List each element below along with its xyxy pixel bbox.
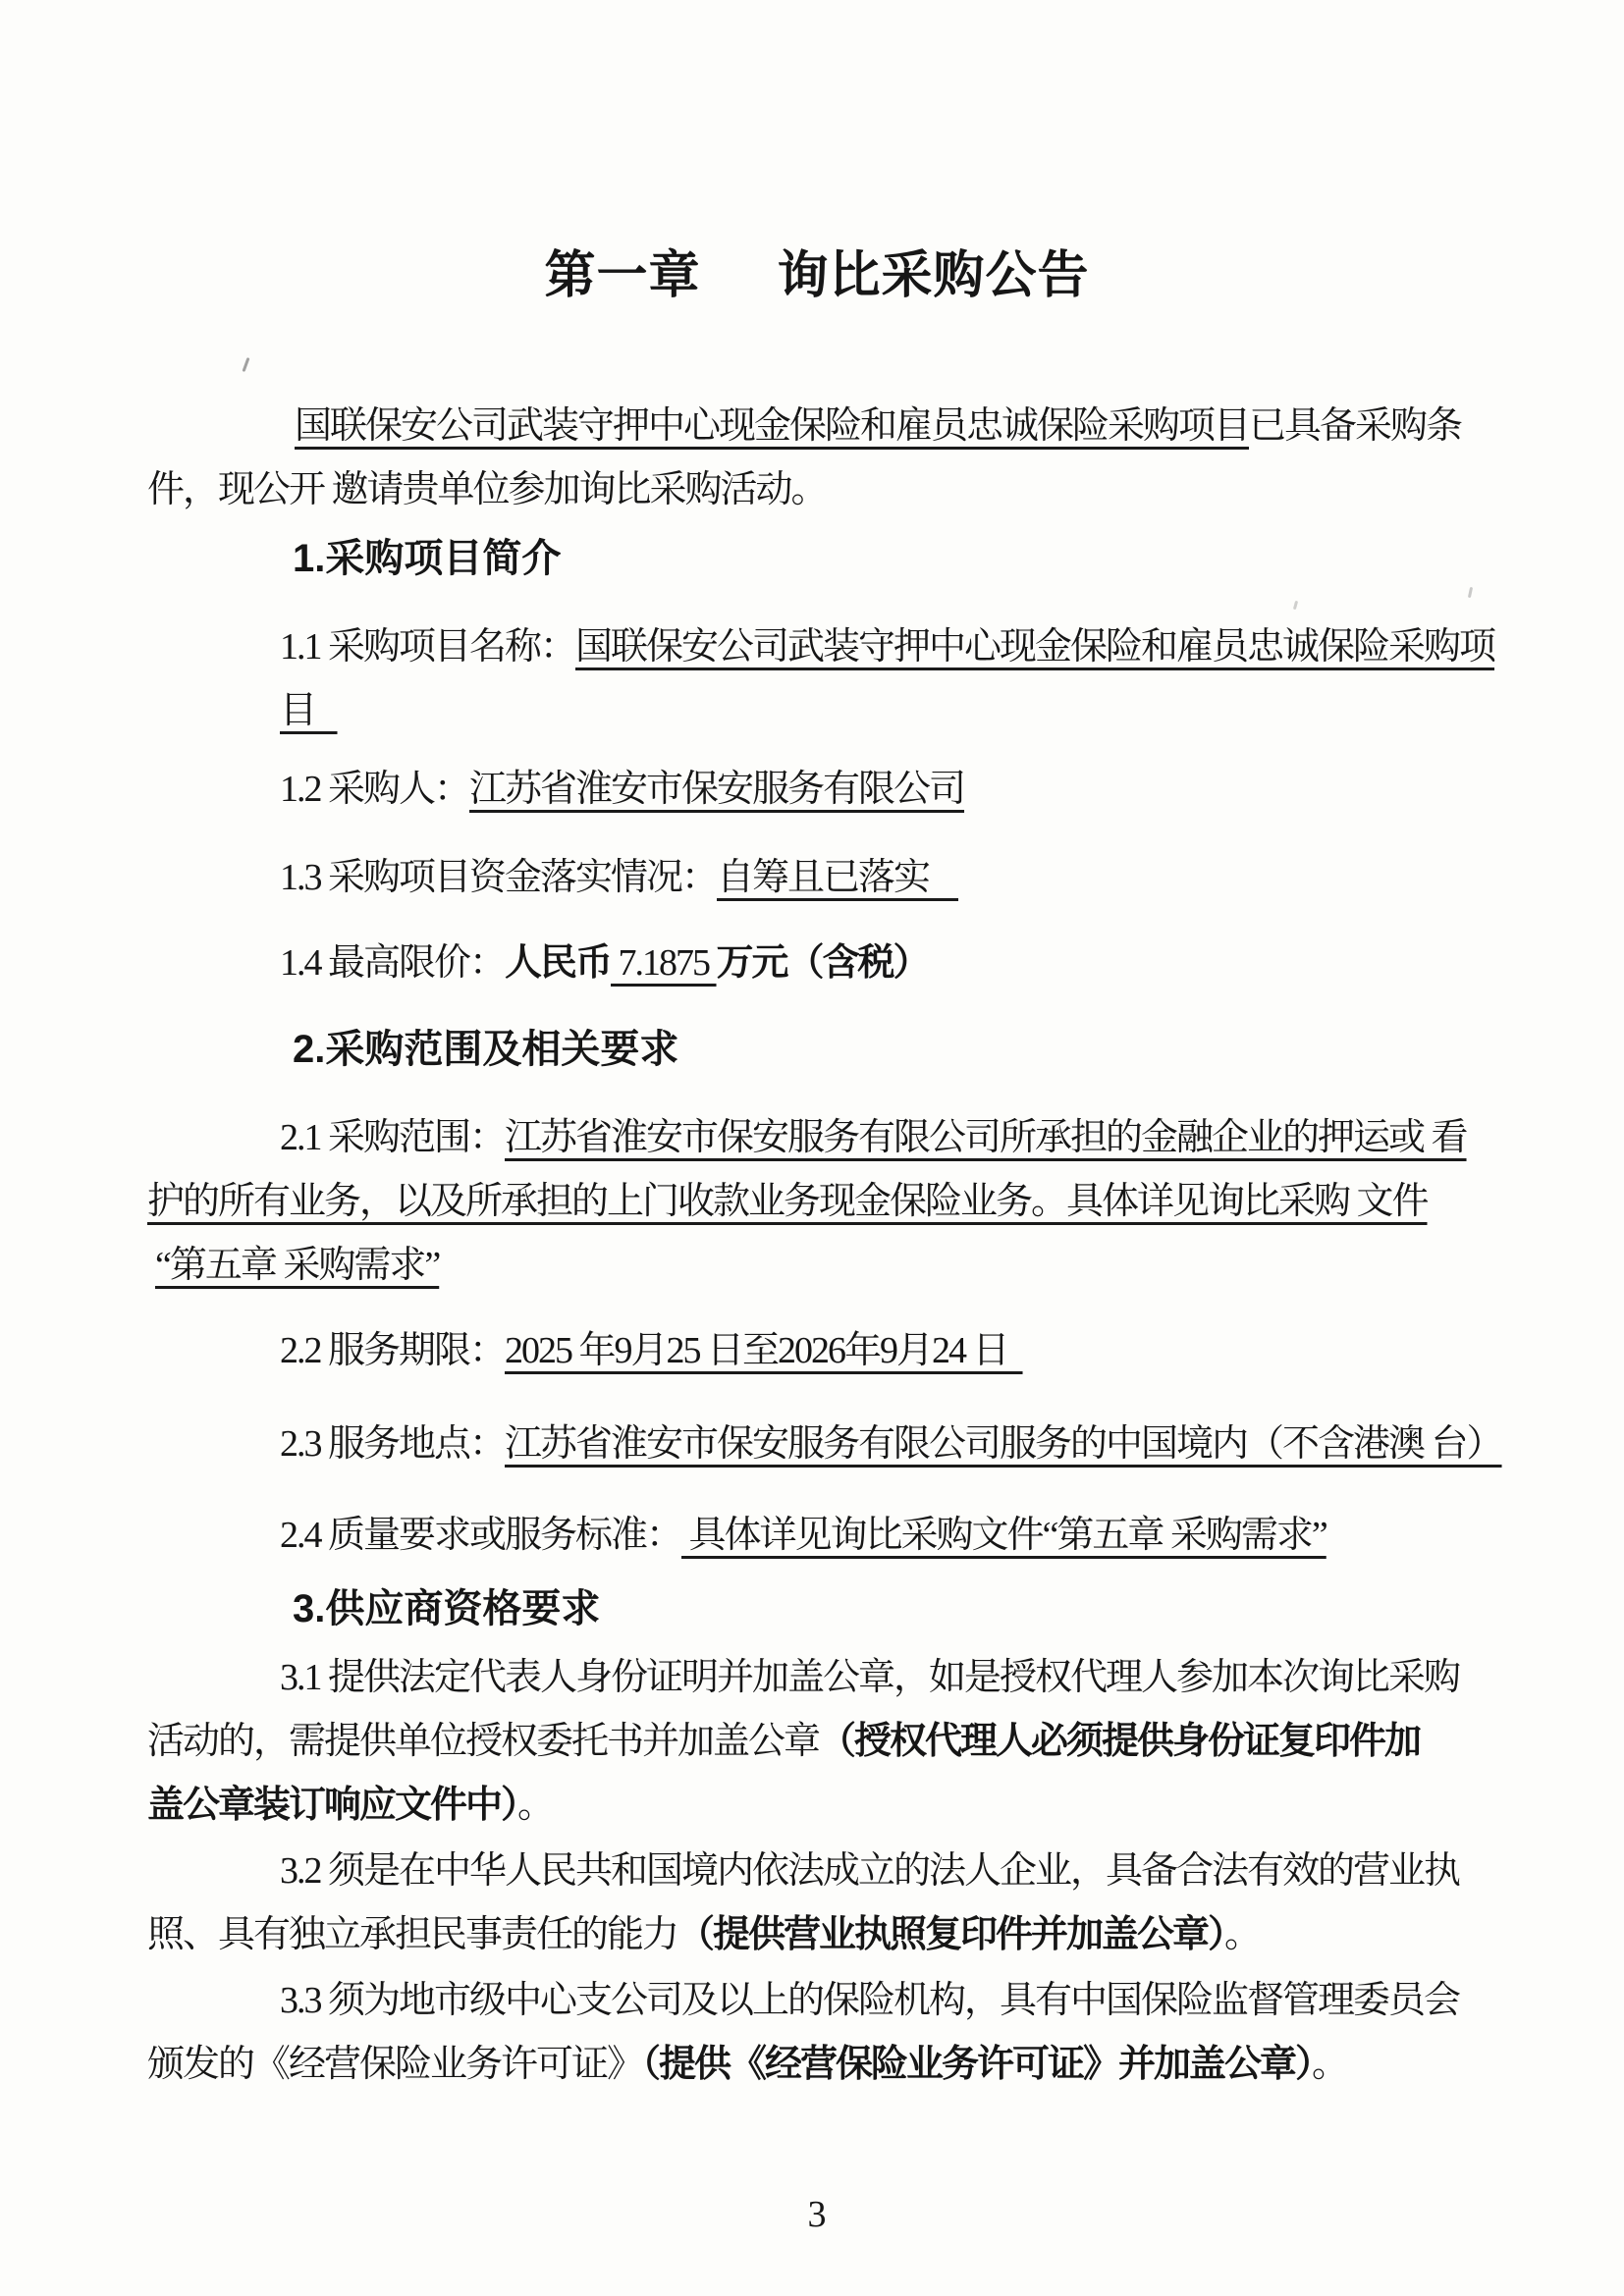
section-2-heading-text: 2.采购范围及相关要求 [293, 1028, 679, 1071]
item-3-2-bold-note: （提供营业执照复印件并加盖公章） [677, 1914, 1225, 1955]
item-2-1-line-2 [147, 1170, 1487, 1234]
section-1-heading [147, 527, 1487, 591]
item-2-2-label: 2.2 服务期限： [280, 1330, 506, 1371]
item-2-1-line-1 [147, 1106, 1487, 1170]
item-2-2 [147, 1319, 1487, 1383]
item-1-4-label: 1.4 最高限价： [280, 942, 506, 984]
section-1-heading-text: 1.采购项目简介 [293, 537, 562, 580]
item-3-1-line-1 [147, 1646, 1487, 1710]
item-2-1-value: 江苏省淮安市保安服务有限公司所承担的金融企业的押运或 看 [505, 1117, 1467, 1158]
item-3-3-text: 3.3 须为地市级中心支公司及以上的保险机构，具有中国保险监督管理委员会 [280, 1980, 1460, 2021]
chapter-title [147, 240, 1487, 311]
item-2-1-label: 2.1 采购范围： [280, 1117, 506, 1158]
item-3-3-line-1 [147, 1969, 1487, 2033]
item-1-2 [147, 758, 1487, 822]
scan-artifact [1293, 601, 1298, 610]
item-2-1-line-3 [147, 1234, 1487, 1298]
item-1-2-value: 江苏省淮安市保安服务有限公司 [469, 769, 965, 810]
intro-line1-rest: 已具备采购条 [1249, 405, 1462, 447]
item-3-1-bold-note-cont: 盖公章装订响应文件中） [147, 1785, 518, 1826]
item-3-3-line-2 [147, 2033, 1487, 2097]
item-1-3 [147, 846, 1487, 910]
item-1-4 [147, 932, 1487, 995]
item-3-3-bold-note: （提供《经营保险业务许可证》并加盖公章） [642, 2044, 1313, 2085]
item-1-4-amount: 7.1875 [611, 942, 717, 984]
item-2-3 [147, 1413, 1502, 1476]
intro-line-1 [147, 395, 1487, 458]
scan-artifact [243, 357, 250, 372]
intro-line-2 [147, 458, 1487, 522]
item-1-1-value-cont: 目 [280, 690, 338, 731]
item-3-2-text: 3.2 须是在中华人民共和国境内依法成立的法人企业，具备合法有效的营业执 [280, 1850, 1460, 1892]
page-number: 3 [807, 2194, 827, 2235]
item-1-3-value: 自筹且已落实 [717, 857, 959, 898]
item-1-1-line-2 [147, 679, 1487, 743]
item-1-1-label: 1.1 采购项目名称： [280, 626, 576, 667]
item-3-1-line-3 [147, 1774, 1487, 1838]
item-1-4-currency: 人民币 [505, 942, 612, 984]
section-3-heading [147, 1577, 1487, 1641]
item-2-3-value: 江苏省淮安市保安服务有限公司服务的中国境内（不含港澳 台） [505, 1423, 1502, 1465]
item-3-3-text-cont: 颁发的《经营保险业务许可证》 [147, 2044, 643, 2085]
intro-line2-text: 件，现公开 邀请贵单位参加询比采购活动。 [147, 469, 827, 510]
item-3-1-line-2 [147, 1710, 1487, 1774]
chapter-number: 第一章 [544, 247, 701, 304]
item-3-3-period: 。 [1312, 2044, 1348, 2085]
item-3-1-text-cont: 活动的，需提供单位授权委托书并加盖公章 [147, 1721, 820, 1762]
item-1-3-label: 1.3 采购项目资金落实情况： [280, 857, 718, 898]
item-2-4-value: 具体详见询比采购文件“第五章 采购需求” [681, 1515, 1326, 1556]
item-3-2-text-cont: 照、具有独立承担民事责任的能力 [147, 1914, 678, 1955]
item-2-1-value-cont: 护的所有业务，以及所承担的上门收款业务现金保险业务。具体详见询比采购 文件 [147, 1181, 1428, 1222]
item-2-3-label: 2.3 服务地点： [280, 1423, 506, 1465]
chapter-subject: 询比采购公告 [777, 247, 1090, 304]
intro-project-name: 国联保安公司武装守押中心现金保险和雇员忠诚保险采购项目 [295, 405, 1250, 447]
item-1-2-label: 1.2 采购人： [280, 769, 470, 810]
item-2-4-label: 2.4 质量要求或服务标准： [280, 1515, 682, 1556]
item-3-2-line-2 [147, 1903, 1487, 1967]
page-footer [147, 2183, 1487, 2247]
item-3-2-period: 。 [1224, 1914, 1261, 1955]
item-2-1-value-end: “第五章 采购需求” [155, 1245, 440, 1286]
item-2-4 [147, 1504, 1487, 1568]
section-3-heading-text: 3.供应商资格要求 [293, 1587, 601, 1630]
scan-artifact [1468, 587, 1473, 598]
item-3-1-text: 3.1 提供法定代表人身份证明并加盖公章，如是授权代理人参加本次询比采购 [280, 1657, 1460, 1698]
item-3-1-bold-note: （授权代理人必须提供身份证复印件加 [819, 1721, 1421, 1762]
item-1-1-line-1 [147, 615, 1495, 679]
item-1-1-value: 国联保安公司武装守押中心现金保险和雇员忠诚保险采购项 [575, 626, 1495, 667]
section-2-heading [147, 1018, 1487, 1082]
item-3-1-period: 。 [517, 1785, 554, 1826]
item-1-4-unit: 万元（含税） [716, 942, 929, 984]
item-3-2-line-1 [147, 1840, 1487, 1903]
item-2-2-value: 2025 年9月25 日至2026年9月24 日 [505, 1330, 1023, 1371]
